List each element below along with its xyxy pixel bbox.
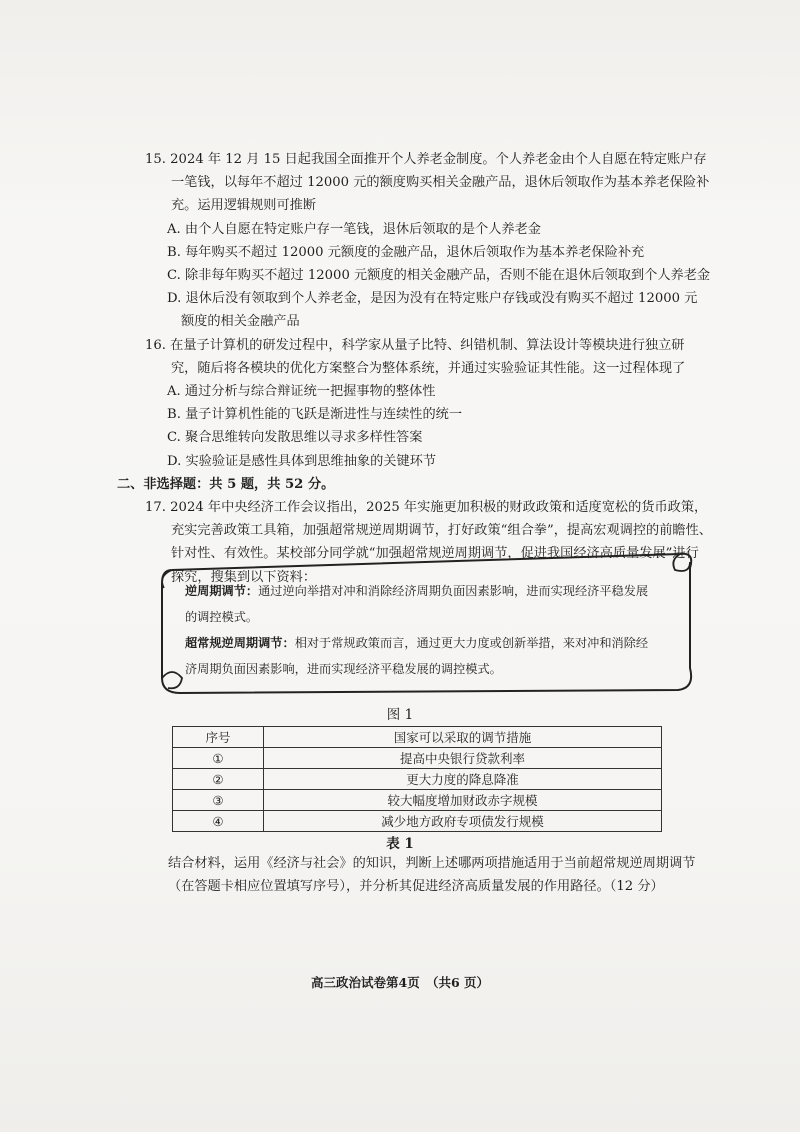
- table-header-row: [173, 727, 662, 748]
- q17-line4: 探究，搜集到以下资料：: [171, 569, 317, 585]
- q17-line3: 针对性、有效性。某校部分同学就“加强超常规逆周期调节，促进我国经济高质量发展”进行: [171, 546, 699, 562]
- row-number: ④: [173, 811, 264, 832]
- q15-option-d-cont: 额度的相关金融产品: [181, 314, 300, 330]
- row-measure: 较大幅度增加财政赤字规模: [264, 790, 662, 811]
- q16-option-b: B. 量子计算机性能的飞跃是渐进性与连续性的统一: [167, 407, 463, 423]
- section-heading: 二、非选择题：共 5 题，共 52 分。: [117, 476, 335, 492]
- q15-option-a: A. 由个人自愿在特定账户存一笔钱，退休后领取的是个人养老金: [167, 221, 541, 237]
- q16-line2: 究，随后将各模块的优化方案整合为整体系统，并通过实验验证其性能。这一过程体现了: [171, 360, 686, 376]
- scroll-figure: [150, 548, 695, 696]
- definition-1-text: 通过逆向举措对冲和消除经济周期负面因素影响，进而实现经济平稳发展: [258, 584, 649, 598]
- term-counter-cyclical: 逆周期调节：: [185, 584, 259, 598]
- measures-table: [172, 726, 662, 832]
- term-extraordinary-counter-cyclical: 超常规逆周期调节：: [185, 636, 295, 650]
- scroll-text: [185, 578, 675, 682]
- row-measure: 提高中央银行贷款利率: [264, 748, 662, 769]
- row-number: ③: [173, 790, 264, 811]
- question-block: [117, 148, 730, 589]
- definition-1: [185, 578, 675, 604]
- q16-option-d: D. 实验验证是感性具体到思维抽象的关键环节: [167, 453, 437, 469]
- row-number: ②: [173, 769, 264, 790]
- definition-2: [185, 630, 675, 656]
- q17-line1: 17. 2024 年中央经济工作会议指出，2025 年实施更加积极的财政政策和适度宽松的货币政策，: [145, 500, 708, 516]
- row-measure: 更大力度的降息降准: [264, 769, 662, 790]
- row-measure: 减少地方政府专项债发行规模: [264, 811, 662, 832]
- definition-2-cont: 济周期负面因素影响，进而实现经济平稳发展的调控模式。: [185, 662, 502, 676]
- definition-2-text: 相对于常规政策而言，通过更大力度或创新举措，来对冲和消除经: [294, 636, 649, 650]
- q15-line3: 充。运用逻辑规则可推断: [171, 198, 317, 214]
- row-number: ①: [173, 748, 264, 769]
- q16-option-c: C. 聚合思维转向发散思维以寻求多样性答案: [167, 430, 423, 446]
- table-row: [173, 811, 662, 832]
- q15-option-b: B. 每年购买不超过 12000 元额度的金融产品，退休后领取作为基本养老保险补充: [167, 244, 645, 260]
- q16-option-a: A. 通过分析与综合辩证统一把握事物的整体性: [167, 384, 436, 400]
- q17-task-line1: 结合材料，运用《经济与社会》的知识，判断上述哪两项措施适用于当前超常规逆周期调节: [168, 856, 696, 871]
- table-row: [173, 748, 662, 769]
- q15-line2: 一笔钱，以每年不超过 12000 元的额度购买相关金融产品，退休后领取作为基本养老保险补: [171, 175, 710, 191]
- table-row: [173, 790, 662, 811]
- q16-line1: 16. 在量子计算机的研发过程中，科学家从量子比特、纠错机制、算法设计等模块进行独立研: [145, 337, 685, 353]
- figure-caption: 图 1: [386, 707, 414, 723]
- header-measure: 国家可以采取的调节措施: [264, 727, 662, 748]
- definition-1-cont: 的调控模式。: [185, 610, 259, 624]
- q15-option-d: D. 退休后没有领取到个人养老金，是因为没有在特定账户存钱或没有购买不超过 12000 元: [167, 291, 698, 307]
- table-caption: 表 1: [386, 836, 414, 852]
- q15-line1: 15. 2024 年 12 月 15 日起我国全面推开个人养老金制度。个人养老金由个人自愿在特定账户存: [145, 152, 707, 167]
- page-footer: 高三政治试卷第4页 （共6 页）: [311, 975, 489, 990]
- header-number: 序号: [173, 727, 264, 748]
- table-row: [173, 769, 662, 790]
- q17-task-line2: （在答题卡相应位置填写序号），并分析其促进经济高质量发展的作用路径。（12 分）: [168, 879, 664, 894]
- q15-option-c: C. 除非每年购买不超过 12000 元额度的相关金融产品，否则不能在退休后领取到个人养老金: [167, 268, 711, 284]
- q17-task: [168, 852, 728, 898]
- q17-line2: 充实完善政策工具箱，加强超常规逆周期调节，打好政策“组合拳”，提高宏观调控的前瞻性、: [171, 523, 712, 539]
